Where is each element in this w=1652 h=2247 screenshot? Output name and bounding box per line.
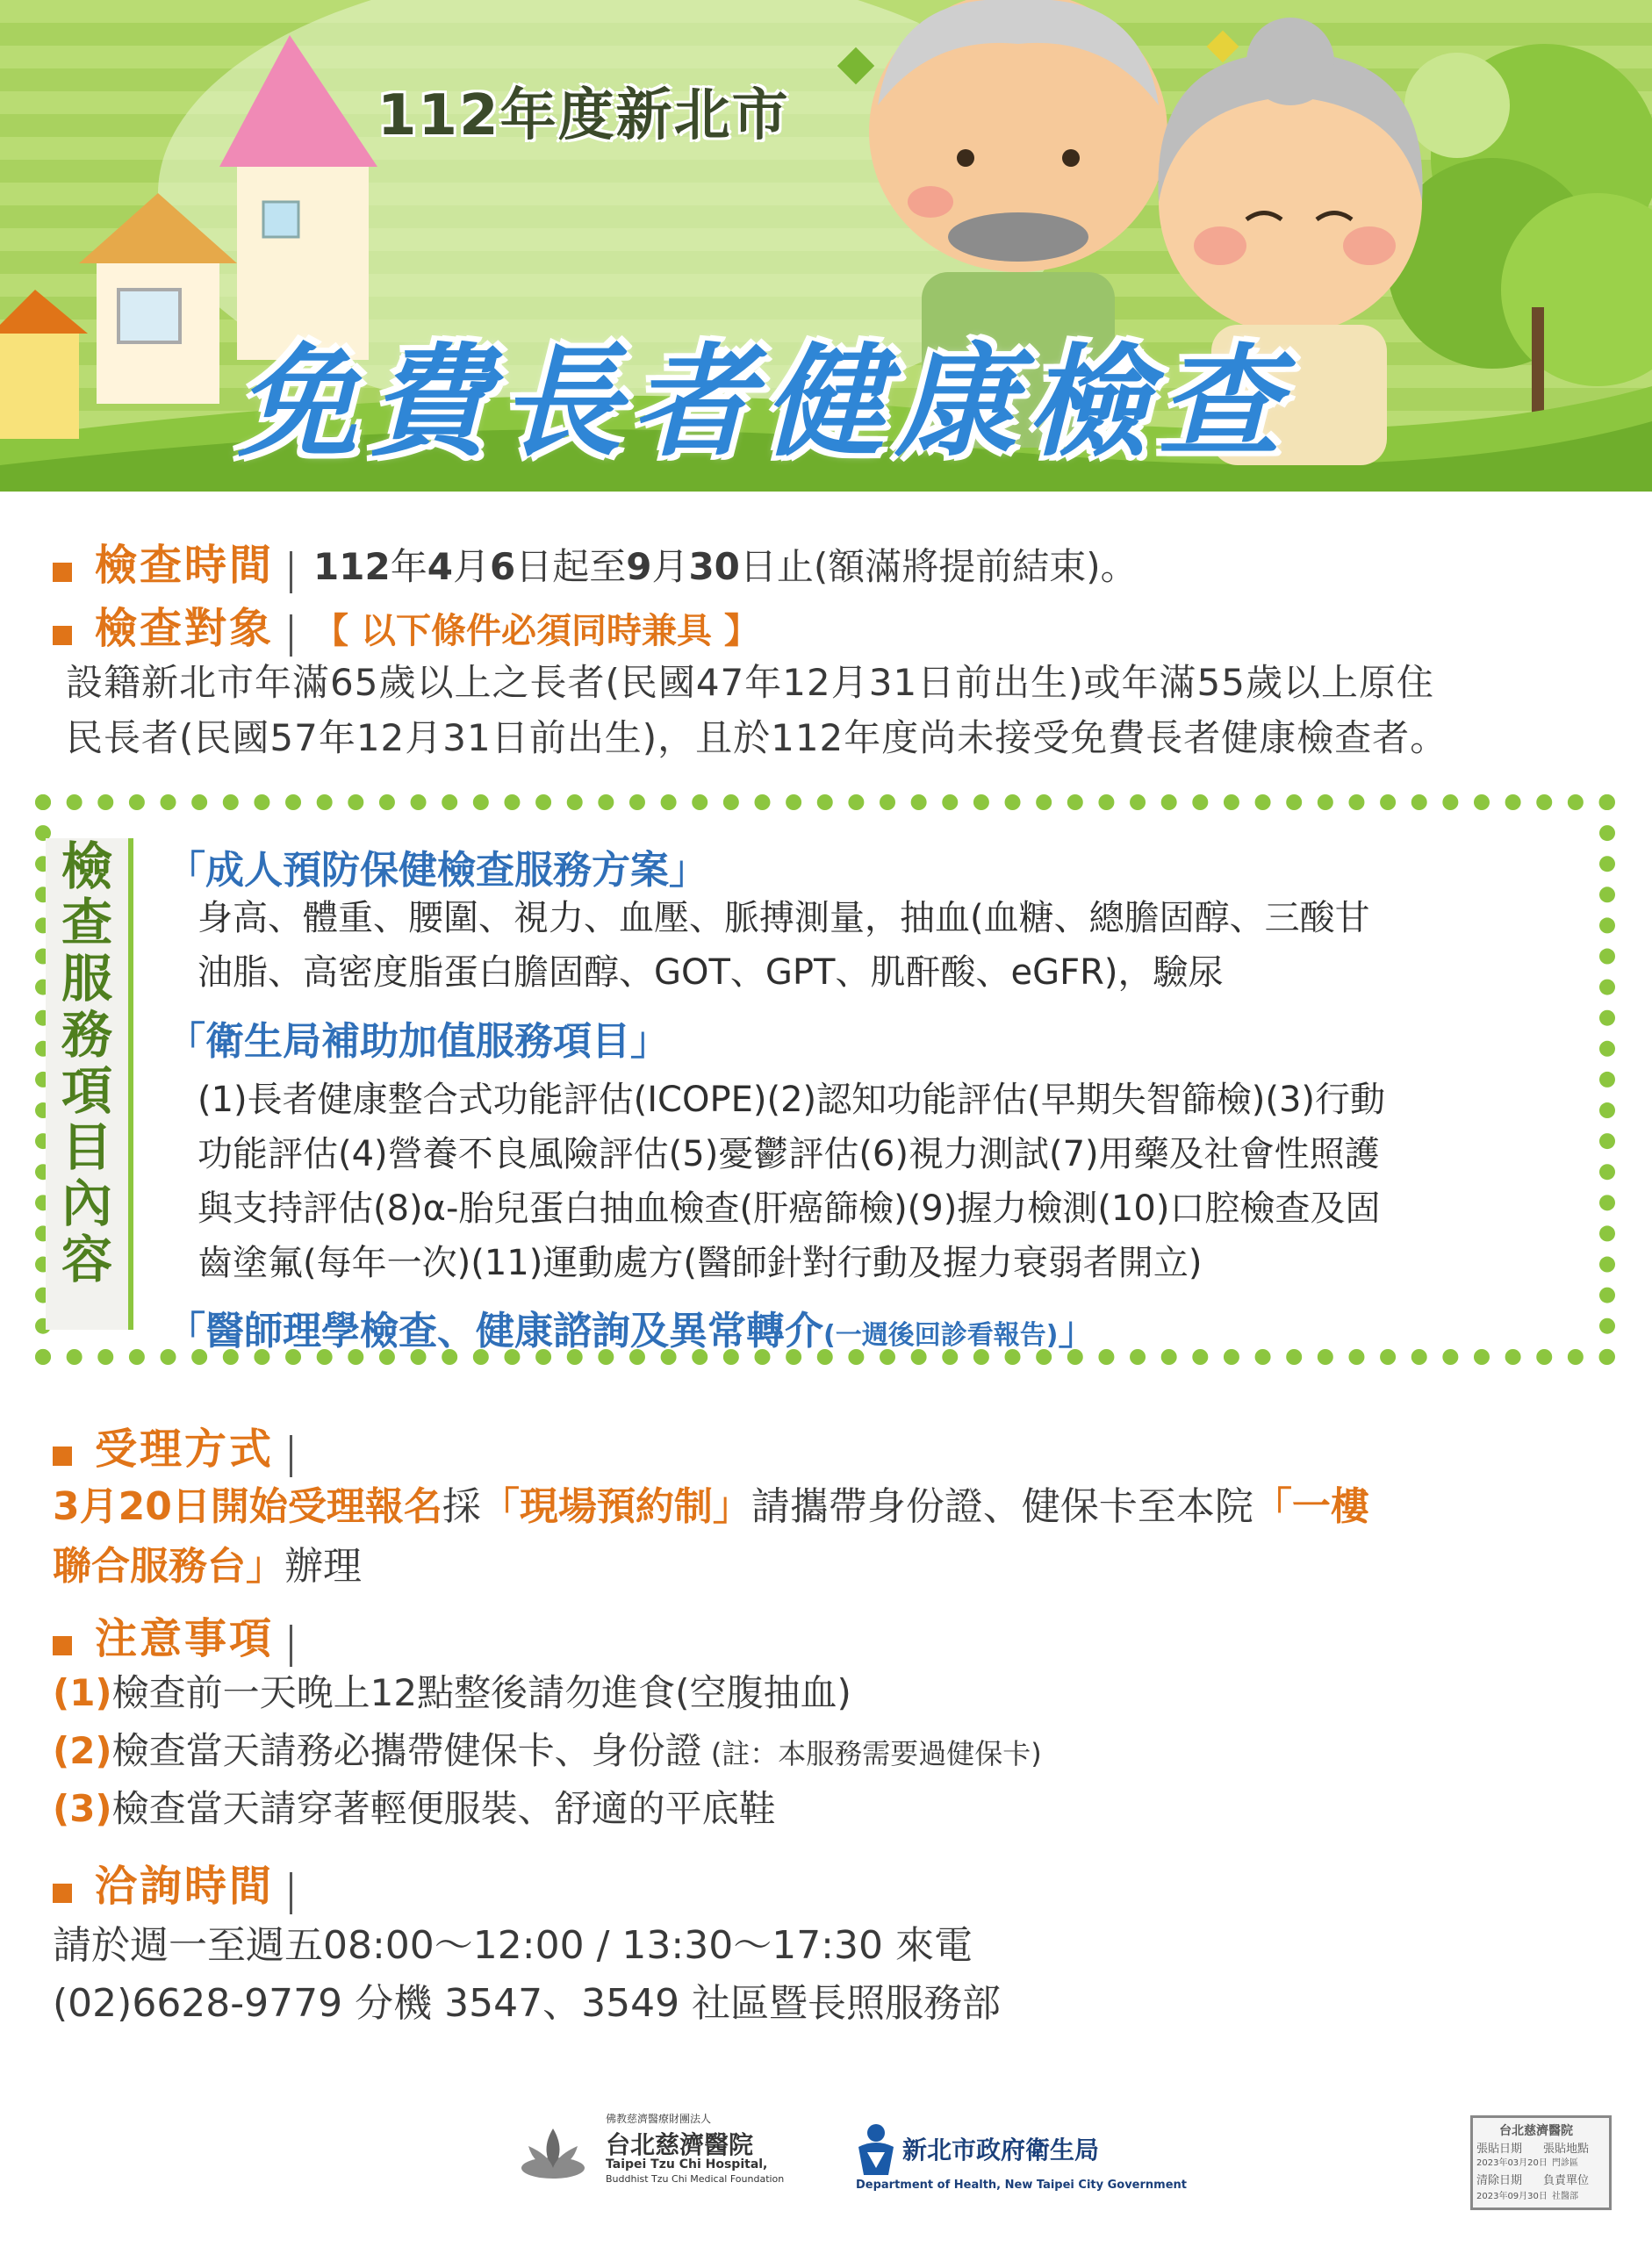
- time-value: 112年4月6日起至9月30日止(額滿將提前結束)。: [313, 545, 1138, 588]
- services-vertical-label: 檢 查 服 務 項 目 內 容: [46, 838, 133, 1330]
- target-line-1: 設籍新北市年滿65歲以上之長者(民國47年12月31日前出生)或年滿55歲以上原住: [66, 661, 1434, 704]
- notes-row: [53, 1604, 313, 1670]
- stamp-title: 台北慈濟醫院: [1499, 2124, 1573, 2138]
- apply-line-2: 聯合服務台」辦理: [53, 1544, 362, 1589]
- year-title: 112年度新北市: [377, 83, 790, 148]
- note-2: (2)檢查當天請務必攜帶健保卡、身份證 (註：本服務需要過健保卡): [53, 1729, 1042, 1772]
- sec2-line-3: 與支持評估(8)α-胎兒蛋白抽血檢查(肝癌篩檢)(9)握力檢測(10)口腔檢查及固: [198, 1188, 1381, 1229]
- sec2-line-1: (1)長者健康整合式功能評估(ICOPE)(2)認知功能評估(早期失智篩檢)(3)行動: [198, 1080, 1386, 1120]
- tzuchi-lotus-logo-icon: [518, 2120, 588, 2190]
- sec1-line-2: 油脂、高密度脂蛋白膽固醇、GOT、GPT、肌酐酸、eGFR)，驗尿: [198, 952, 1224, 993]
- gov-english-name: Department of Health, New Taipei City Government: [856, 2179, 1187, 2192]
- note-1: (1)檢查前一天晚上12點整後請勿進食(空腹抽血): [53, 1671, 851, 1714]
- bullet-square-icon: [53, 626, 72, 645]
- sec3-title: 「醫師理學檢查、健康諮詢及異常轉介(一週後回診看報告)」: [167, 1309, 1097, 1353]
- divider: [290, 551, 292, 593]
- stamp-clear-date-label: 清除日期: [1476, 2174, 1523, 2187]
- stamp-post-location: 門診區: [1552, 2158, 1578, 2168]
- target-label: 檢查對象: [95, 604, 275, 653]
- stamp-post-location-label: 張貼地點: [1543, 2143, 1590, 2156]
- stamp-unit: 社醫部: [1552, 2192, 1578, 2201]
- target-line-2: 民長者(民國57年12月31日前出生)，且於112年度尚未接受免費長者健康檢查者。: [66, 716, 1448, 759]
- divider: [290, 1872, 292, 1914]
- contact-row: [53, 1852, 313, 1918]
- hospital-english-foundation: Buddhist Tzu Chi Medical Foundation: [606, 2173, 785, 2185]
- sec1-title: 「成人預防保健檢查服務方案」: [167, 848, 707, 893]
- apply-label: 受理方式: [95, 1425, 275, 1474]
- bullet-square-icon: [53, 563, 72, 582]
- notes-label: 注意事項: [95, 1614, 275, 1663]
- header-banner: [0, 0, 1652, 492]
- stamp-unit-label: 負責單位: [1543, 2174, 1590, 2187]
- time-label: 檢查時間: [95, 541, 275, 590]
- sec2-line-4: 齒塗氟(每年一次)(11)運動處方(醫師針對行動及握力衰弱者開立): [198, 1243, 1203, 1283]
- apply-line-1: 3月20日開始受理報名採「現場預約制」請攜帶身份證、健保卡至本院「一樓: [53, 1484, 1369, 1529]
- contact-label: 洽詢時間: [95, 1862, 275, 1911]
- hospital-english-name: Taipei Tzu Chi Hospital,: [606, 2157, 768, 2172]
- sec2-line-2: 功能評估(4)營養不良風險評估(5)憂鬱評估(6)視力測試(7)用藥及社會性照護: [198, 1134, 1380, 1174]
- target-row: [53, 594, 759, 660]
- gov-name: 新北市政府衛生局: [902, 2136, 1100, 2164]
- contact-line-1: 請於週一至週五08:00～12:00 / 13:30～17:30 來電: [53, 1923, 973, 1968]
- bullet-square-icon: [53, 1447, 72, 1466]
- contact-line-2: (02)6628-9779 分機 3547、3549 社區暨長照服務部: [53, 1981, 1002, 2026]
- bullet-square-icon: [53, 1636, 72, 1655]
- divider: [290, 1435, 292, 1477]
- target-condition: 【 以下條件必須同時兼具 】: [313, 611, 759, 651]
- note-3: (3)檢查當天請穿著輕便服裝、舒適的平底鞋: [53, 1787, 776, 1830]
- time-row: [53, 531, 1138, 597]
- stamp-post-date-label: 張貼日期: [1476, 2143, 1523, 2156]
- apply-row: [53, 1415, 313, 1481]
- ntpc-health-logo-icon: [853, 2122, 899, 2177]
- bullet-square-icon: [53, 1884, 72, 1903]
- sec2-title: 「衛生局補助加值服務項目」: [167, 1019, 669, 1064]
- hospital-name: 台北慈濟醫院: [606, 2130, 754, 2159]
- divider: [290, 1625, 292, 1667]
- stamp-post-date: 2023年03月20日: [1476, 2158, 1548, 2168]
- stamp-clear-date: 2023年09月30日: [1476, 2192, 1548, 2201]
- hospital-small-text: 佛教慈濟醫療財團法人: [606, 2113, 712, 2125]
- main-title: 免費長者健康檢查: [237, 332, 1291, 473]
- divider: [290, 614, 292, 657]
- sec1-line-1: 身高、體重、腰圍、視力、血壓、脈搏測量，抽血(血糖、總膽固醇、三酸甘: [198, 898, 1370, 938]
- posting-stamp: [1470, 2115, 1612, 2210]
